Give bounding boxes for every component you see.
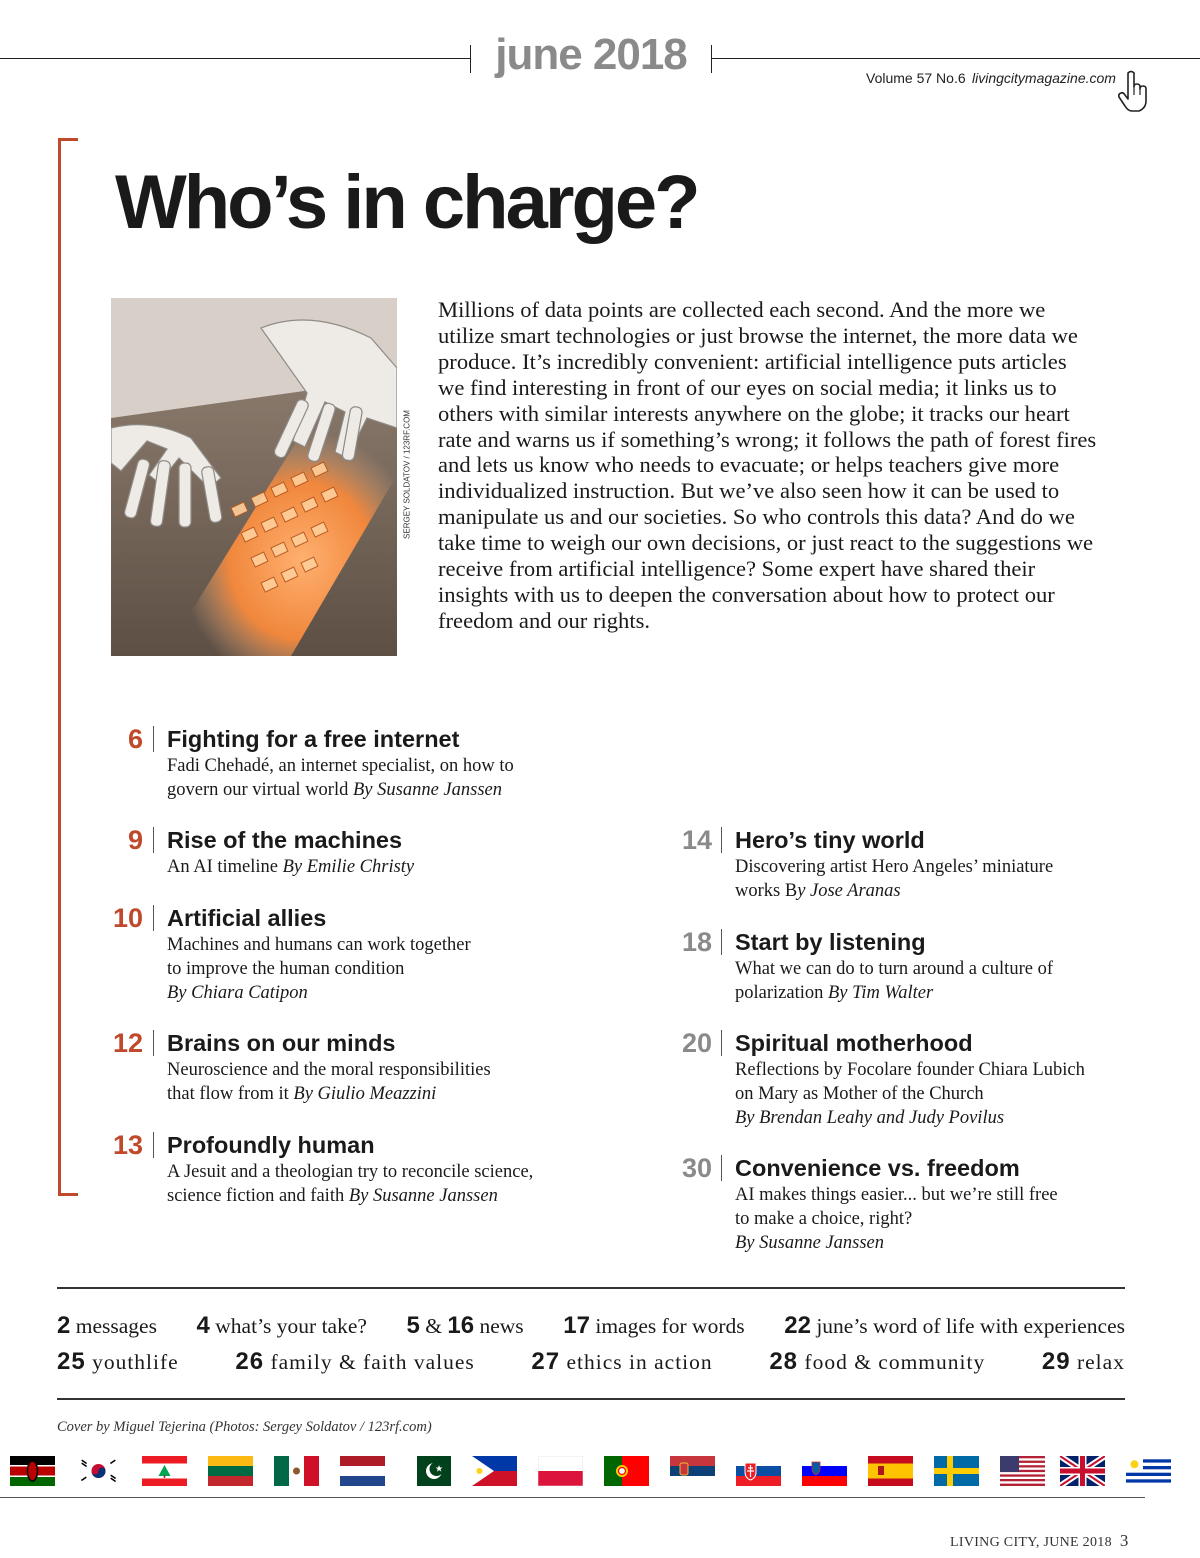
- toc-description-line: [167, 754, 514, 778]
- department-index-item[interactable]: [57, 1348, 179, 1376]
- department-label: what’s your take?: [209, 1314, 367, 1338]
- toc-article-title[interactable]: Fighting for a free internet: [167, 726, 460, 752]
- toc-byline: y Jose Aranas: [797, 881, 901, 901]
- sweden-flag-icon: [934, 1456, 979, 1486]
- department-page-number: 27: [531, 1348, 561, 1375]
- toc-description-text: Machines and humans can work together: [167, 935, 471, 955]
- toc-article-title[interactable]: Start by listening: [735, 929, 926, 955]
- portugal-flag-icon: [604, 1456, 649, 1486]
- netherlands-flag-icon: [340, 1456, 385, 1486]
- department-label: news: [474, 1314, 524, 1338]
- toc-description-line: [735, 1082, 1085, 1106]
- toc-description-text: govern our virtual world: [167, 780, 353, 800]
- flags-strip: [0, 1456, 1200, 1492]
- toc-page-number: 10: [112, 903, 143, 933]
- toc-divider: [721, 827, 722, 853]
- toc-divider: [721, 1155, 722, 1181]
- volume-number: Volume 57 No.6: [866, 70, 966, 86]
- toc-description-text: A Jesuit and a theologian try to reconcile science,: [167, 1162, 534, 1182]
- toc-article-description: [167, 1160, 533, 1208]
- toc-page-number: 30: [681, 1153, 712, 1183]
- department-index-item[interactable]: [197, 1312, 367, 1340]
- department-page-number: 5: [406, 1312, 420, 1339]
- toc-description-line: [167, 855, 414, 879]
- department-page-number: 16: [447, 1312, 475, 1339]
- intro-paragraph: Millions of data points are collected each second. And the more we utilize smart technologies or just browse the internet, the more data we produce. It’s incredibly convenient: artificial intelligence puts articles we find interesting in front of our eyes on social media; it links us to others with similar interests anywhere on the globe; it tracks our heart rate and warns us if something’s wrong; it follows the path of forest fires and lets us know who needs to evacuate; or helps teachers give more individualized instruction. But we’ve also seen how it can be used to manipulate us and our societies. So who controls this data? And do we take time to weigh our own decisions, or just react to the suggestions we receive from artificial intelligence? Some expert have shared their insights with us to deepen the conversation about how to protect our freedom and our rights.: [438, 297, 1097, 633]
- toc-description-line: [735, 957, 1053, 981]
- department-label: &: [419, 1314, 448, 1338]
- mexico-flag-icon: [274, 1456, 319, 1486]
- department-label: food & community: [798, 1350, 986, 1374]
- toc-byline: By Tim Walter: [827, 983, 934, 1003]
- toc-article-description: [167, 754, 514, 802]
- publication-name: LIVING CITY, JUNE 2018: [950, 1535, 1112, 1550]
- philippines-flag-icon: [472, 1456, 517, 1486]
- toc-divider: [153, 827, 154, 853]
- toc-divider: [153, 726, 154, 752]
- page-number: 3: [1119, 1531, 1129, 1550]
- toc-article-title[interactable]: Hero’s tiny world: [735, 827, 925, 853]
- toc-description-text: An AI timeline: [167, 857, 283, 877]
- website-link[interactable]: livingcitymagazine.com: [972, 70, 1116, 86]
- photo-credit: SERGEY SOLDATOV / 123RF.COM: [402, 410, 412, 539]
- page-folio: [950, 1531, 1129, 1551]
- toc-divider: [153, 1132, 154, 1158]
- toc-article-description: [735, 957, 1053, 1005]
- uk-flag-icon: [1060, 1456, 1105, 1486]
- toc-article-title[interactable]: Spiritual motherhood: [735, 1030, 973, 1056]
- toc-description-line: [167, 778, 514, 802]
- department-page-number: 4: [196, 1312, 210, 1339]
- uruguay-flag-icon: [1126, 1456, 1171, 1486]
- department-index-item[interactable]: [769, 1348, 985, 1376]
- toc-description-text: Discovering artist Hero Angeles’ miniature: [735, 857, 1054, 877]
- toc-page-number: 14: [681, 825, 712, 855]
- toc-page-number: 18: [681, 927, 712, 957]
- toc-description-line: [167, 981, 471, 1005]
- department-label: youthlife: [85, 1350, 179, 1374]
- toc-byline: By Susanne Janssen: [353, 780, 502, 800]
- department-label: ethics in action: [560, 1350, 713, 1374]
- toc-description-line: [735, 1058, 1085, 1082]
- toc-description-text: AI makes things easier... but we’re still free: [735, 1185, 1058, 1205]
- toc-byline: By Giulio Meazzini: [293, 1084, 437, 1104]
- toc-description-line: [735, 879, 1053, 903]
- masthead-rule-left: [0, 58, 470, 59]
- toc-description-line: [735, 1183, 1058, 1207]
- department-page-number: 22: [784, 1312, 811, 1339]
- toc-page-number: 12: [112, 1028, 143, 1058]
- toc-description-text: science fiction and faith: [167, 1186, 349, 1206]
- poland-flag-icon: [538, 1456, 583, 1486]
- toc-description-text: What we can do to turn around a culture of: [735, 959, 1053, 979]
- toc-article-description: [735, 855, 1053, 903]
- toc-description-line: [167, 957, 471, 981]
- department-page-number: 17: [563, 1312, 590, 1339]
- toc-article-title[interactable]: Brains on our minds: [167, 1030, 396, 1056]
- toc-article-description: [167, 855, 414, 879]
- toc-byline: By Susanne Janssen: [348, 1186, 498, 1206]
- department-page-number: 28: [769, 1348, 799, 1375]
- toc-description-line: [735, 1106, 1085, 1130]
- department-index-item[interactable]: [531, 1348, 712, 1376]
- department-label: relax: [1070, 1350, 1125, 1374]
- spain-flag-icon: [868, 1456, 913, 1486]
- robot-hands-keyboard-photo: [111, 298, 397, 656]
- toc-description-line: [167, 1082, 491, 1106]
- toc-description-text: Reflections by Focolare founder Chiara Lubich: [735, 1060, 1085, 1080]
- toc-divider: [721, 1030, 722, 1056]
- index-rule-bottom: [57, 1398, 1125, 1400]
- toc-article-title[interactable]: Convenience vs. freedom: [735, 1155, 1020, 1181]
- issue-date-title: june 2018: [495, 30, 687, 79]
- cover-credit: Cover by Miguel Tejerina (Photos: Sergey Soldatov / 123rf.com): [57, 1419, 432, 1435]
- toc-page-number: 9: [127, 825, 143, 855]
- toc-byline: By Emilie Christy: [282, 857, 415, 877]
- index-rule-top: [57, 1287, 1125, 1289]
- department-label: june’s word of life with experiences: [810, 1314, 1125, 1338]
- toc-byline: By Susanne Janssen: [735, 1233, 884, 1253]
- toc-page-number: 20: [681, 1028, 712, 1058]
- department-label: messages: [70, 1314, 157, 1338]
- pakistan-flag-icon: [406, 1456, 451, 1486]
- south-korea-flag-icon: [76, 1456, 121, 1486]
- toc-description-text: on Mary as Mother of the Church: [735, 1084, 984, 1104]
- toc-description-line: [735, 855, 1053, 879]
- toc-description-line: [167, 1160, 533, 1184]
- department-index-item[interactable]: [784, 1312, 1125, 1340]
- lebanon-flag-icon: [142, 1456, 187, 1486]
- toc-description-text: to make a choice, right?: [735, 1209, 913, 1229]
- toc-description-line: [167, 933, 471, 957]
- toc-description-text: Neuroscience and the moral responsibilities: [167, 1060, 491, 1080]
- toc-article-title[interactable]: Artificial allies: [167, 905, 327, 931]
- masthead-tick-right: [711, 45, 712, 73]
- footer-rule: [0, 1497, 1145, 1498]
- toc-article-description: [735, 1183, 1058, 1255]
- serbia-flag-icon: [670, 1456, 715, 1486]
- toc-article-description: [167, 933, 471, 1005]
- toc-description-text: that flow from it: [167, 1084, 294, 1104]
- masthead-tick-left: [470, 45, 471, 73]
- toc-article-description: [167, 1058, 491, 1106]
- toc-description-line: [167, 1058, 491, 1082]
- toc-description-text: Fadi Chehadé, an internet specialist, on how to: [167, 756, 514, 776]
- toc-description-text: polarization: [735, 983, 828, 1003]
- toc-byline: By Chiara Catipon: [167, 983, 308, 1003]
- department-page-number: 29: [1041, 1348, 1071, 1375]
- pointing-hand-cursor-icon: [1118, 70, 1148, 112]
- masthead-rule-right: [712, 58, 1200, 59]
- toc-page-number: 6: [127, 724, 143, 754]
- department-index-item[interactable]: [1042, 1348, 1125, 1376]
- toc-description-line: [167, 1184, 533, 1208]
- toc-article-title[interactable]: Rise of the machines: [167, 827, 403, 853]
- usa-flag-icon: [1000, 1456, 1045, 1486]
- toc-description-line: [735, 1231, 1058, 1255]
- department-index-item[interactable]: [407, 1312, 524, 1340]
- department-page-number: 26: [235, 1348, 265, 1375]
- toc-description-line: [735, 1207, 1058, 1231]
- lithuania-flag-icon: [208, 1456, 253, 1486]
- toc-description-line: [735, 981, 1053, 1005]
- department-label: images for words: [589, 1314, 745, 1338]
- headline: Who’s in charge?: [115, 160, 698, 245]
- toc-divider: [153, 905, 154, 931]
- department-page-number: 2: [57, 1312, 71, 1339]
- department-index-item[interactable]: [235, 1348, 474, 1376]
- toc-article-description: [735, 1058, 1085, 1130]
- department-page-number: 25: [57, 1348, 86, 1375]
- toc-article-title[interactable]: Profoundly human: [167, 1132, 375, 1158]
- kenya-flag-icon: [10, 1456, 55, 1486]
- department-index-item[interactable]: [57, 1312, 157, 1340]
- toc-divider: [153, 1030, 154, 1056]
- department-index-item[interactable]: [563, 1312, 744, 1340]
- toc-description-text: to improve the human condition: [167, 959, 405, 979]
- toc-byline: By Brendan Leahy and Judy Povilus: [735, 1108, 1005, 1128]
- slovenia-flag-icon: [802, 1456, 847, 1486]
- department-index-row-1: [57, 1312, 1125, 1340]
- department-index-row-2: [57, 1348, 1125, 1376]
- toc-page-number: 13: [112, 1130, 143, 1160]
- toc-divider: [721, 929, 722, 955]
- slovakia-flag-icon: [736, 1456, 781, 1486]
- department-label: family & faith values: [264, 1350, 475, 1374]
- toc-description-text: works B: [735, 881, 798, 901]
